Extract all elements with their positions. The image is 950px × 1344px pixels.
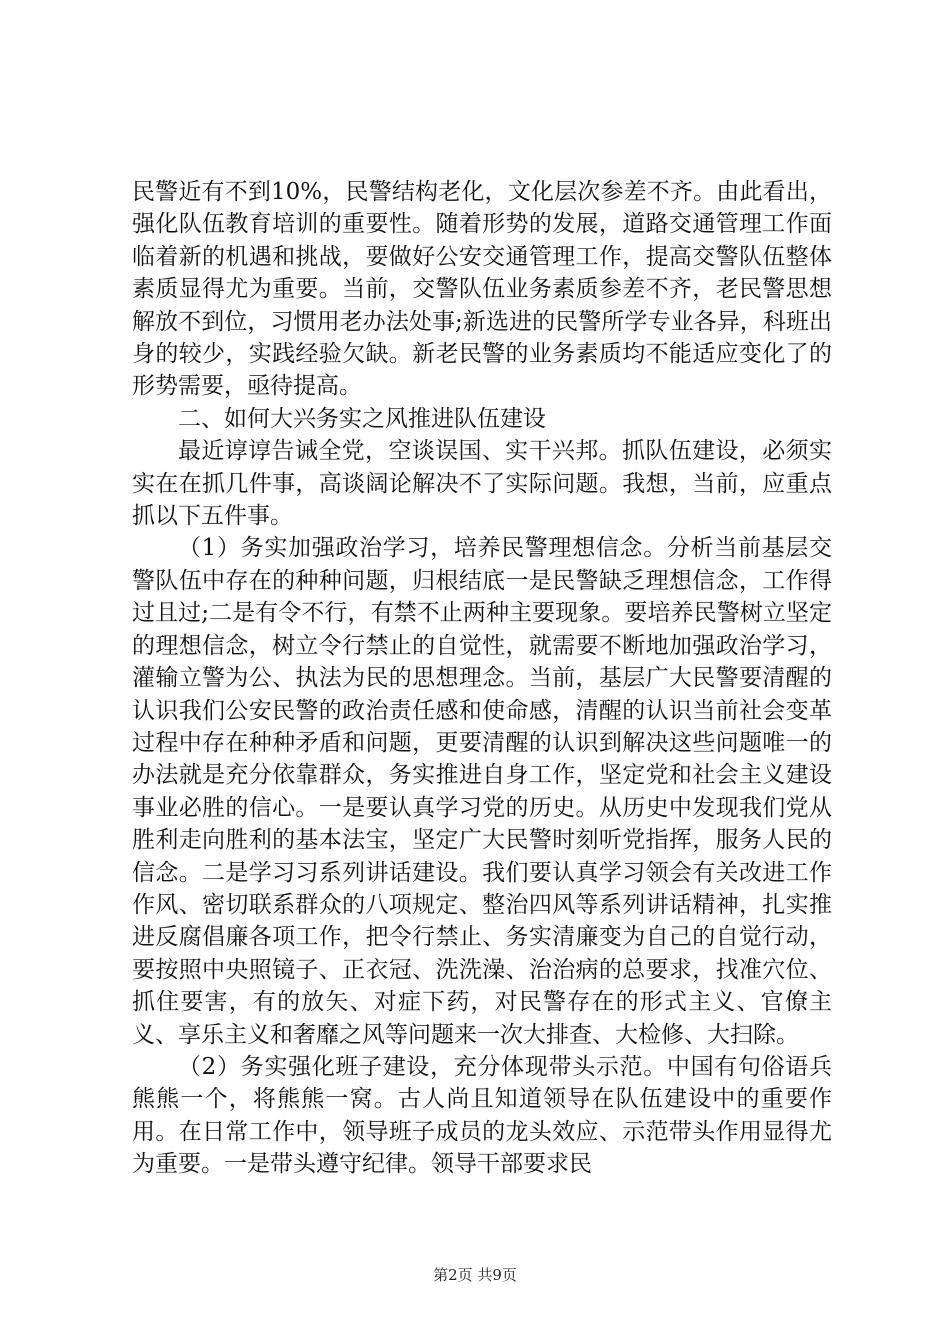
paragraph-point-1: （1）务实加强政治学习，培养民警理想信念。分析当前基层交警队伍中存在的种种问题，归根结底一是民警缺乏理想信念，工作得过且过;二是有令不行，有禁不止两种主要现象。要培养民警树立坚定的理想信念，树立令行禁止的自觉性，就需要不断地加强政治学习，灌输立警为公、执法为民的思想理念。当前，基层广大民警要清醒的认识我们公安民警的政治责任感和使命感，清醒的认识当前社会变革过程中存在种种矛盾和问题，更要清醒的认识到解决这些问题唯一的办法就是充分依靠群众，务实推进自身工作，坚定党和社会主义建设事业必胜的信心。一是要认真学习党的历史。从历史中发现我们党从胜利走向胜利的基本法宝，坚定广大民警时刻听党指挥，服务人民的信念。二是学习习系列讲话建设。我们要认真学习领会有关改进工作作风、密切联系群众的八项规定、整治四风等系列讲话精神，扎实推进反腐倡廉各项工作，把令行禁止、务实清廉变为自己的自觉行动，要按照中央照镜子、正衣冠、洗洗澡、治治病的总要求，找准穴位、抓住要害，有的放矢、对症下药，对民警存在的形式主义、官僚主义、享乐主义和奢靡之风等问题来一次大排查、大检修、大扫除。 [132,535,832,1048]
paragraph-continuation: 民警近有不到10%，民警结构老化，文化层次参差不齐。由此看出，强化队伍教育培训的重要性。随着形势的发展，道路交通管理工作面临着新的机遇和挑战，要做好公安交通管理工作，提高交警队伍整体素质显得尤为重要。当前，交警队伍业务素质参差不齐，老民警思想解放不到位，习惯用老办法处事;新选进的民警所学专业各异，科班出身的较少，实践经验欠缺。新老民警的业务素质均不能适应变化了的形势需要，亟待提高。 [132,179,832,400]
document-body [132,176,832,1181]
paragraph-intro: 最近谆谆告诫全党，空谈误国、实干兴邦。抓队伍建设，必须实实在在抓几件事，高谈阔论解决不了实际问题。我想，当前，应重点抓以下五件事。 [132,438,832,530]
page-footer: 第2页 共9页 [433,1266,517,1284]
section-heading: 二、如何大兴务实之风推进队伍建设 [178,405,546,432]
paragraph-point-2: （2）务实强化班子建设，充分体现带头示范。中国有句俗语兵熊熊一个，将熊熊一窝。古人尚且知道领导在队伍建设中的重要作用。在日常工作中，领导班子成员的龙头效应、示范带头作用显得尤为重要。一是带头遵守纪律。领导干部要求民 [132,1053,832,1178]
